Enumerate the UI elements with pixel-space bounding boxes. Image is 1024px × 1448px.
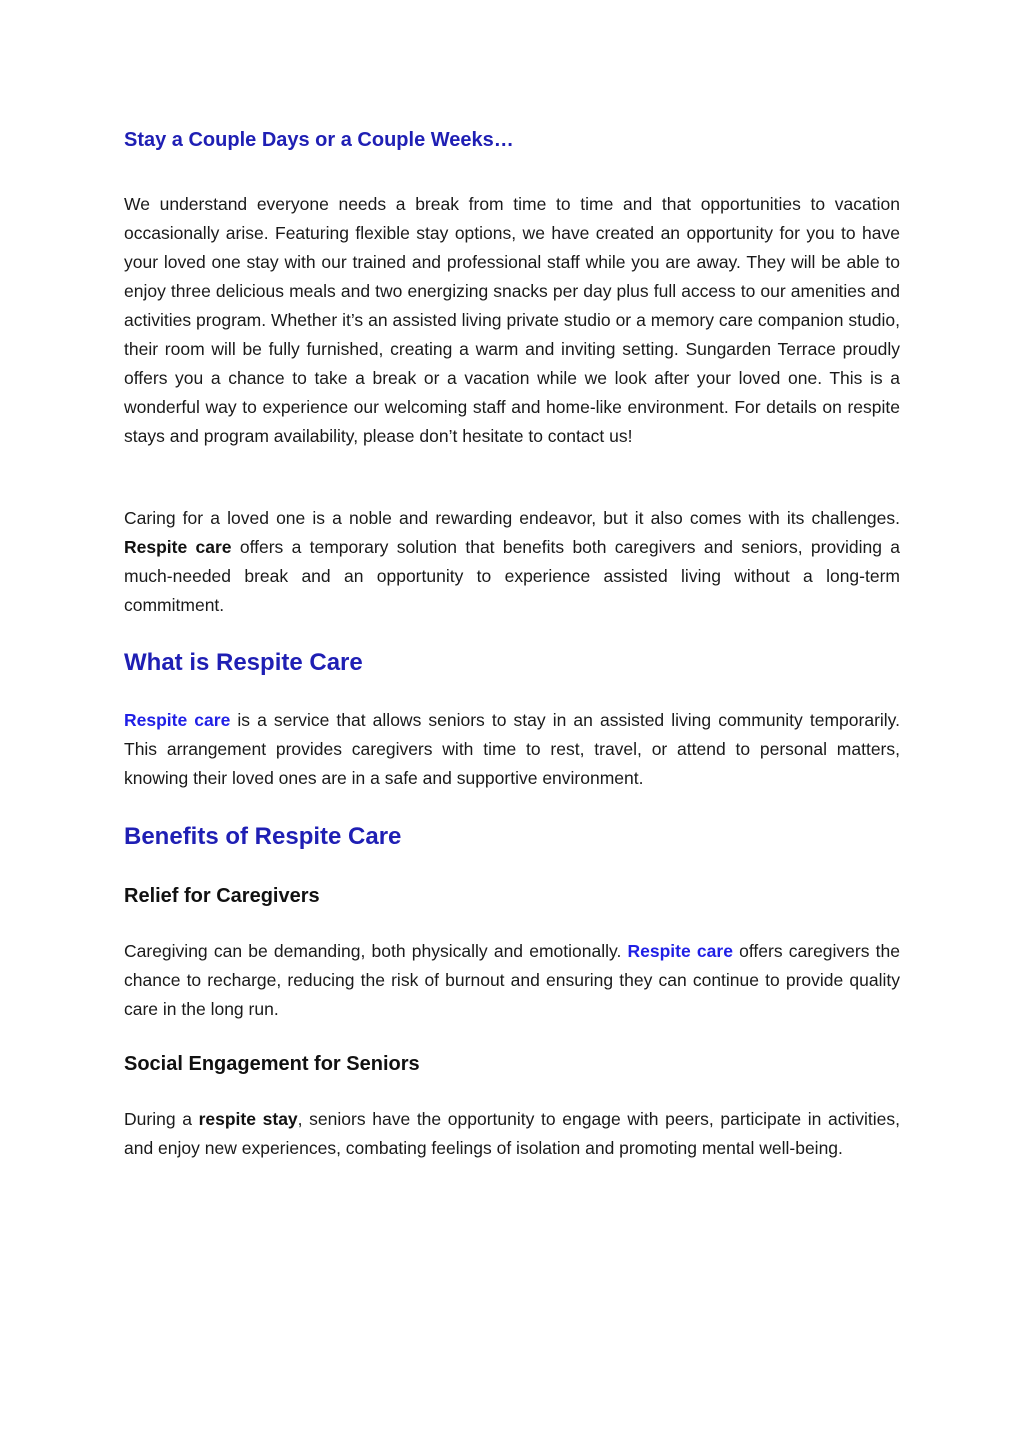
intro-heading: Stay a Couple Days or a Couple Weeks… (124, 129, 514, 151)
caring-paragraph (124, 504, 900, 620)
social-text-after: , seniors have the opportunity to engage with peers, participate in activities, and enjoy new experiences, combating feelings of isolation and promoting mental well-being. (124, 1109, 900, 1158)
relief-heading: Relief for Caregivers (124, 885, 320, 907)
respite-care-bold: Respite care (124, 537, 232, 557)
what-is-heading: What is Respite Care (124, 649, 363, 676)
social-text-before: During a (124, 1109, 199, 1129)
respite-care-link[interactable]: Respite care (124, 710, 231, 730)
social-heading: Social Engagement for Seniors (124, 1053, 420, 1075)
what-is-paragraph (124, 706, 900, 793)
caring-text-before: Caring for a loved one is a noble and rewarding endeavor, but it also comes with its challenges. (124, 508, 900, 528)
caring-text-after: offers a temporary solution that benefits both caregivers and seniors, providing a much-needed break and an opportunity to experience assisted living without a long-term commitment. (124, 537, 900, 615)
social-paragraph (124, 1105, 900, 1163)
benefits-heading: Benefits of Respite Care (124, 823, 402, 850)
relief-paragraph (124, 937, 900, 1024)
relief-text-after: offers caregivers the chance to recharge, reducing the risk of burnout and ensuring they can continue to provide quality care in the long run. (124, 941, 901, 1019)
intro-paragraph: We understand everyone needs a break from time to time and that opportunities to vacation occasionally arise. Featuring flexible stay options, we have created an opportunity for you to have your loved one stay with our trained and professional staff while you are away. They will be able to enjoy three delicious meals and two energizing snacks per day plus full access to our amenities and activities program. Whether it’s an assisted living private studio or a memory care companion studio, their room will be fully furnished, creating a warm and inviting setting. Sungarden Terrace proudly offers you a chance to take a break or a vacation while we look after your loved one. This is a wonderful way to experience our welcoming staff and home-like environment. For details on respite stays and program availability, please don’t hesitate to contact us! (124, 194, 900, 446)
what-is-text: is a service that allows seniors to stay in an assisted living community temporarily. This arrangement provides caregivers with time to rest, travel, or attend to personal matters, knowing their loved ones are in a safe and supportive environment. (124, 710, 900, 788)
respite-stay-bold: respite stay (198, 1109, 298, 1129)
relief-text-before: Caregiving can be demanding, both physically and emotionally. (124, 941, 628, 961)
respite-care-link[interactable]: Respite care (627, 941, 733, 961)
